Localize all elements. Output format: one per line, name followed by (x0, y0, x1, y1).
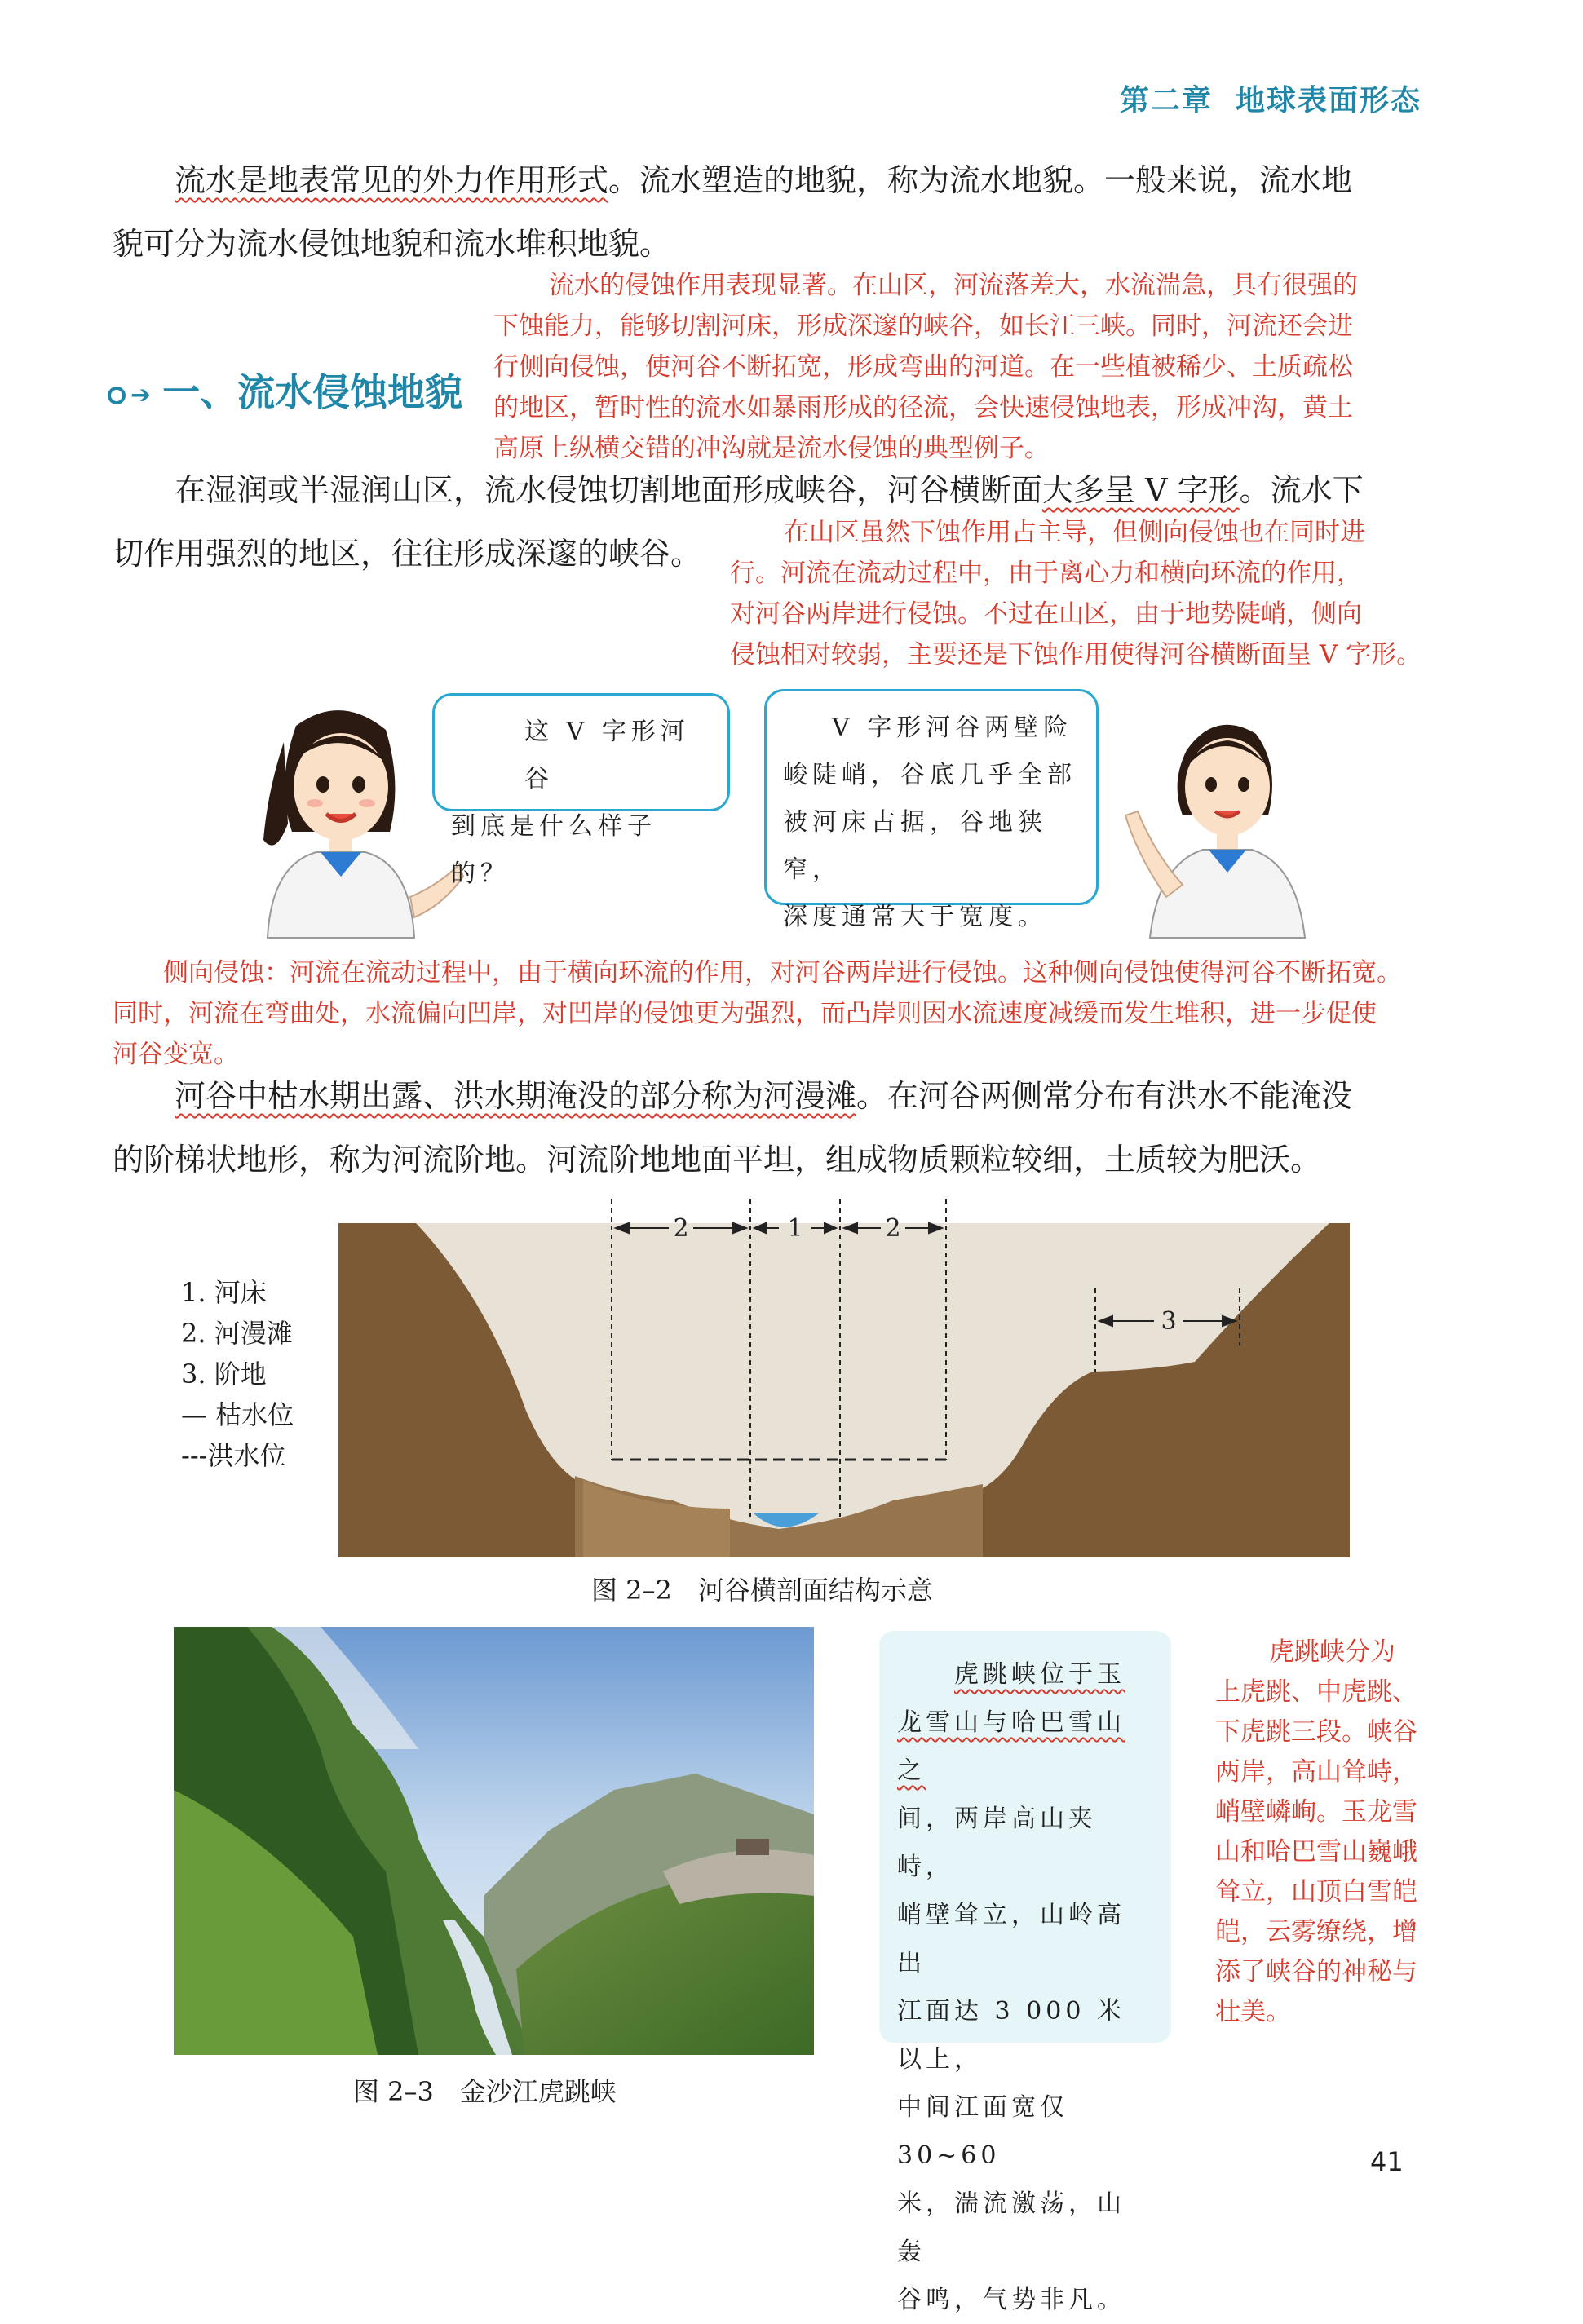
tiger-box-line: 峭壁耸立，山岭高出 (897, 1901, 1125, 1977)
answer-line: 被河床占据，谷地狭窄， (783, 808, 1047, 884)
tiger-box-line: 米，湍流激荡，山轰 (897, 2189, 1125, 2266)
erosion-note-line: 高原上纵横交错的冲沟就是流水侵蚀的典型例子。 (493, 434, 1050, 463)
v-line2: 切作用强烈的地区，往往形成深邃的峡谷。 (113, 536, 702, 572)
v-note (730, 512, 1431, 675)
tiger-note-line: 两岸，高山耸峙， (1215, 1757, 1417, 1787)
v-term: 大多呈 V 字形 (1042, 472, 1240, 508)
floodplain-line1: 。在河谷两侧常分布有洪水不能淹没 (856, 1078, 1353, 1114)
erosion-note-line: 下蚀能力，能够切割河床，形成深邃的峡谷，如长江三峡。同时，河流还会进 (493, 311, 1353, 341)
lateral-note-line: 侧向侵蚀：河流在流动过程中，由于横向环流的作用，对河谷两岸进行侵蚀。这种侧向侵蚀使得河谷不断拓宽。 (163, 958, 1402, 987)
page-number: 41 (1370, 2146, 1404, 2177)
tiger-box-line: 虎跳峡位于玉 (954, 1660, 1125, 1689)
erosion-note-line: 流水的侵蚀作用表现显著。在山区，河流落差大，水流湍急，具有很强的 (549, 271, 1358, 300)
floodplain-line2: 的阶梯状地形，称为河流阶地。河流阶地地面平坦，组成物质颗粒较细，土质较为肥沃。 (113, 1142, 1322, 1177)
tiger-gorge-note (1215, 1633, 1427, 2032)
erosion-note-line: 的地区，暂时性的流水如暴雨形成的径流，会快速侵蚀地表，形成冲沟，黄土 (493, 393, 1353, 422)
v-line1-start: 在湿润或半湿润山区，流水侵蚀切割地面形成峡谷，河谷横断面 (175, 472, 1043, 508)
tiger-box-line: 江面达 3 000 米以上， (897, 1997, 1125, 2074)
tiger-note-line: 壮美。 (1215, 1997, 1291, 2026)
legend-item: 1. 河床 (181, 1277, 267, 1308)
intro-paragraph (113, 148, 1422, 276)
tiger-note-line: 耸立，山顶白雪皑 (1215, 1877, 1417, 1906)
legend-item: ---洪水位 (181, 1440, 286, 1471)
arrow-right-icon: ➔ (130, 381, 152, 409)
chapter-title: 地球表面形态 (1235, 84, 1422, 117)
tiger-box-line: 谷鸣，气势非凡。 (897, 2286, 1125, 2314)
tiger-note-line: 添了峡谷的神秘与 (1215, 1957, 1417, 1986)
tiger-box-line: 中间江面宽仅 30~60 (897, 2093, 1068, 2170)
v-note-line: 对河谷两岸进行侵蚀。不过在山区，由于地势陡峭，侧向 (730, 599, 1362, 629)
lateral-erosion-note (113, 952, 1434, 1075)
figure-2-2-legend (181, 1272, 294, 1476)
intro-line2: 貌可分为流水侵蚀地貌和流水堆积地貌。 (113, 226, 671, 262)
question-line: 到底是什么样子的？ (451, 812, 657, 888)
intro-term: 流水是地表常见的外力作用形式 (175, 162, 609, 198)
chapter-number: 第二章 (1119, 84, 1213, 117)
v-line1-end: 。流水下 (1239, 472, 1364, 508)
question-line: 这 V 字形河谷 (524, 718, 690, 793)
legend-item: 2. 河漫滩 (181, 1318, 293, 1349)
figure-2-2-caption: 图 2–2 河谷横剖面结构示意 (591, 1575, 933, 1606)
tiger-box-line: 龙雪山与哈巴雪山之 (897, 1708, 1125, 1785)
tiger-note-line: 虎跳峡分为 (1269, 1637, 1395, 1667)
tiger-note-line: 皑，云雾缭绕，增 (1215, 1917, 1417, 1946)
figure-2-3-caption: 图 2–3 金沙江虎跳峡 (353, 2076, 617, 2107)
answer-line: 峻陡峭，谷底几乎全部 (783, 761, 1077, 789)
tiger-note-line: 山和哈巴雪山巍峨 (1215, 1837, 1417, 1867)
lateral-note-line: 同时，河流在弯曲处，水流偏向凹岸，对凹岸的侵蚀更为强烈，而凸岸则因水流速度减缓而发生堆积，进一步促使 (113, 999, 1377, 1028)
section-heading (108, 363, 462, 417)
marker-floodplain-right: 2 (885, 1214, 901, 1243)
chapter-header (1120, 77, 1422, 119)
v-note-line: 在山区虽然下蚀作用占主导，但侧向侵蚀也在同时进 (784, 518, 1365, 547)
v-note-line: 侵蚀相对较弱，主要还是下蚀作用使得河谷横断面呈 V 字形。 (730, 640, 1422, 669)
v-note-line: 行。河流在流动过程中，由于离心力和横向环流的作用， (730, 559, 1362, 588)
answer-line: 深度通常大于宽度。 (783, 903, 1047, 931)
legend-item: — 枯水位 (181, 1399, 294, 1430)
erosion-note (493, 265, 1431, 469)
tiger-box-line: 间，两岸高山夹峙， (897, 1805, 1097, 1881)
answer-line: V 字形河谷两壁险 (832, 714, 1073, 742)
legend-item: 3. 阶地 (181, 1359, 267, 1390)
bullet-ring-icon (108, 387, 126, 404)
section-title: 一、流水侵蚀地貌 (162, 370, 463, 414)
marker-floodplain-left: 2 (673, 1214, 689, 1243)
girl-left-illustration (219, 693, 463, 938)
answer-bubble (764, 689, 1099, 931)
floodplain-term: 河谷中枯水期出露、洪水期淹没的部分称为河漫滩 (175, 1078, 857, 1114)
tiger-note-line: 上虎跳、中虎跳、 (1215, 1677, 1417, 1707)
girl-right-illustration (1117, 701, 1321, 938)
intro-line1: 。流水塑造的地貌，称为流水地貌。一般来说，流水地 (608, 162, 1353, 198)
valley-cross-section-diagram (338, 1199, 1350, 1557)
lateral-note-line: 河谷变宽。 (113, 1040, 239, 1069)
tiger-gorge-info-box (879, 1631, 1171, 2314)
tiger-note-line: 下虎跳三段。峡谷 (1215, 1717, 1417, 1747)
tiger-leaping-gorge-photo (174, 1627, 814, 2055)
erosion-note-line: 行侧向侵蚀，使河谷不断拓宽，形成弯曲的河道。在一些植被稀少、土质疏松 (493, 352, 1353, 382)
marker-riverbed: 1 (787, 1214, 803, 1243)
tiger-note-line: 峭壁嶙峋。玉龙雪 (1215, 1797, 1417, 1827)
floodplain-paragraph (113, 1064, 1422, 1191)
marker-terrace: 3 (1161, 1307, 1177, 1336)
question-bubble (432, 693, 730, 888)
